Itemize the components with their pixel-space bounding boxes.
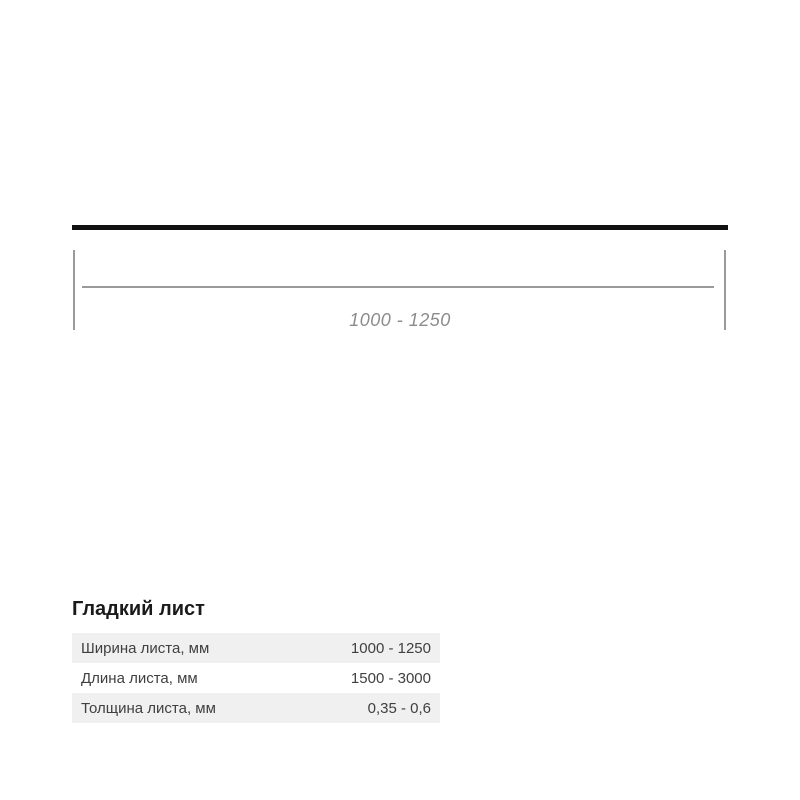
table-row (72, 693, 440, 723)
spec-value: 1000 - 1250 (350, 639, 431, 657)
spec-table (72, 633, 440, 723)
dimension-label: 1000 - 1250 (349, 310, 451, 330)
spec-label: Длина листа, мм (81, 669, 198, 687)
spec-label: Ширина листа, мм (81, 639, 210, 657)
spec-value: 0,35 - 0,6 (367, 699, 431, 717)
dimension-line (82, 286, 714, 288)
spec-value: 1500 - 3000 (350, 669, 431, 687)
table-row (72, 663, 440, 693)
sheet-profile-line (72, 225, 728, 230)
spec-label: Толщина листа, мм (81, 699, 216, 717)
table-row (72, 633, 440, 663)
section-title: Гладкий лист (72, 598, 205, 620)
